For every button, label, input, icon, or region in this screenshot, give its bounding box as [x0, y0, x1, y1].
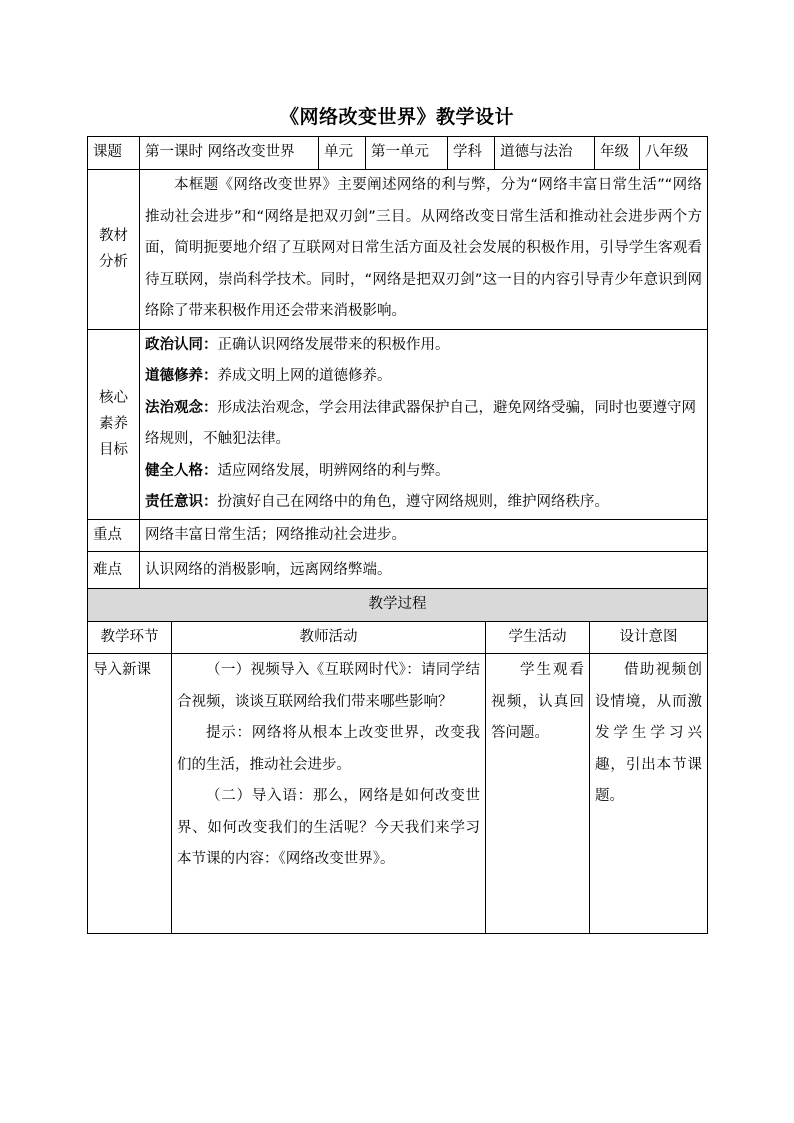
difficulty-text: 认识网络的消极影响，远离网络弊端。: [140, 552, 708, 590]
table-row: [88, 654, 708, 934]
process-header: 教学过程: [88, 589, 708, 622]
analysis-label: 教材分析: [88, 169, 140, 329]
difficulty-label: 难点: [88, 552, 140, 590]
literacy-text: 形成法治观念，学会用法律武器保护自己，避免网络受骗，同时也要遵守网络规则，不触犯法律。: [145, 399, 696, 447]
literacy-row: [88, 329, 708, 519]
literacy-head: 政治认同：: [145, 336, 218, 353]
literacy-item: [145, 361, 702, 393]
process-columns-row: [88, 621, 708, 654]
key-point-row: [88, 519, 708, 552]
unit-value: 第一单元: [366, 137, 448, 170]
literacy-text: 正确认识网络发展带来的积极作用。: [217, 336, 450, 353]
literacy-head: 健全人格：: [145, 462, 218, 479]
literacy-text: 适应网络发展，明辨网络的利与弊。: [217, 462, 450, 479]
analysis-row: [88, 169, 708, 329]
teaching-process-table: [87, 588, 708, 934]
lesson-info-table: [87, 136, 708, 590]
subject-label: 学科: [448, 137, 495, 170]
design-intent: 借助视频创设情境，从而激发学生学习兴趣，引出本节课题。: [590, 654, 708, 934]
unit-label: 单元: [319, 137, 366, 170]
subject-value: 道德与法治: [495, 137, 595, 170]
difficulty-row: [88, 552, 708, 590]
literacy-label: 核心素养目标: [88, 329, 140, 519]
literacy-item: [145, 330, 702, 362]
column-header: 设计意图: [590, 621, 708, 654]
student-activity: 学生观看视频，认真回答问题。: [486, 654, 590, 934]
literacy-head: 法治观念：: [145, 399, 218, 416]
grade-label: 年级: [595, 137, 640, 170]
key-point-label: 重点: [88, 519, 140, 552]
literacy-item: [145, 456, 702, 488]
course-value: 第一课时 网络改变世界: [140, 137, 319, 170]
literacy-item: [145, 393, 702, 456]
analysis-text: 本框题《网络改变世界》主要阐述网络的利与弊，分为“网络丰富日常生活”“网络推动社会进步”和“网络是把双刃剑”三目。从网络改变日常生活和推动社会进步两个方面，简明扼要地介绍了互联网对日常生活方面及社会发展的积极作用，引导学生客观看待互联网，崇尚科学技术。同时，“网络是把双刃剑”这一目的内容引导青少年意识到网络除了带来积极作用还会带来消极影响。: [140, 169, 708, 329]
teacher-activity: [172, 654, 486, 934]
literacy-head: 责任意识：: [145, 494, 218, 510]
teacher-paragraph: 提示：网络将从根本上改变世界，改变我们的生活，推动社会进步。: [177, 725, 480, 773]
stage-cell: 导入新课: [88, 654, 172, 934]
literacy-head: 道德修养：: [145, 368, 218, 384]
course-row: [88, 137, 708, 170]
literacy-text: 养成文明上网的道德修养。: [217, 368, 392, 384]
column-header: 学生活动: [486, 621, 590, 654]
teacher-paragraph: （二）导入语：那么，网络是如何改变世界、如何改变我们的生活呢？今天我们来学习本节课的内容：《网络改变世界》。: [177, 788, 480, 867]
column-header: 教学环节: [88, 621, 172, 654]
key-point-text: 网络丰富日常生活；网络推动社会进步。: [140, 519, 708, 552]
course-label: 课题: [88, 137, 140, 170]
column-header: 教师活动: [172, 621, 486, 654]
grade-value: 八年级: [640, 137, 708, 170]
literacy-item: [145, 487, 702, 519]
process-header-row: [88, 589, 708, 622]
teacher-paragraph: （一）视频导入《互联网时代》：请同学结合视频，谈谈互联网给我们带来哪些影响？: [177, 662, 480, 710]
literacy-goals: [140, 329, 708, 519]
literacy-text: 扮演好自己在网络中的角色，遵守网络规则，维护网络秩序。: [217, 494, 609, 510]
page-title: 《网络改变世界》教学设计: [279, 106, 514, 128]
